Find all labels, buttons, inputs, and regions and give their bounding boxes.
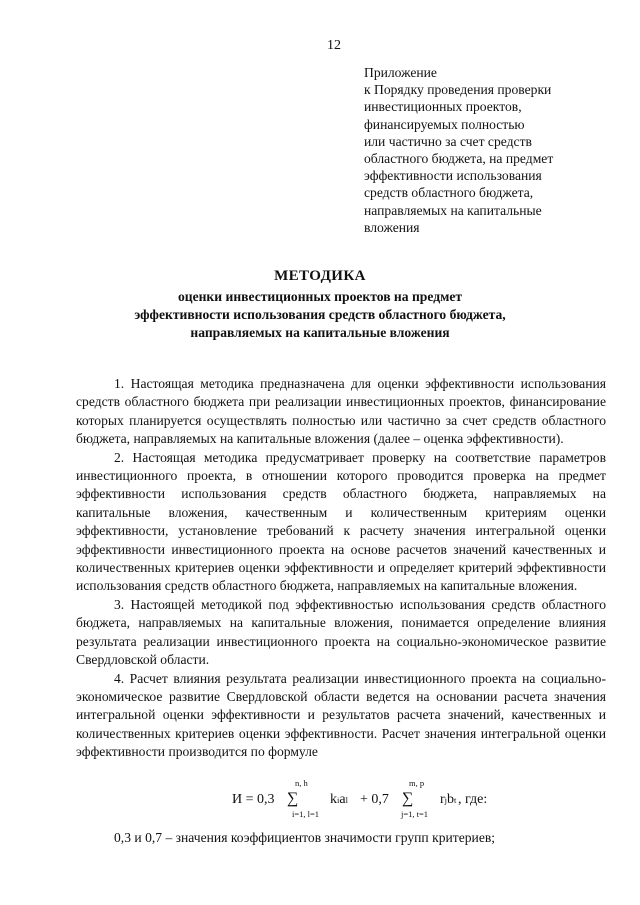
formula-term: kial bbox=[330, 792, 348, 807]
appendix-line: средств областного бюджета, bbox=[364, 185, 534, 201]
formula-lhs: И = 0,3 bbox=[232, 792, 275, 807]
appendix-line: или частично за счет средств bbox=[364, 133, 532, 149]
subtitle-line: направляемых на капитальные вложения bbox=[190, 325, 450, 341]
document-body bbox=[76, 375, 606, 762]
subtitle-line: эффективности использования средств областного бюджета, bbox=[134, 307, 506, 323]
document-subtitle bbox=[0, 288, 640, 343]
appendix-line: эффективности использования bbox=[364, 168, 542, 184]
formula-tail: , где: bbox=[458, 792, 488, 807]
coefficients-line: 0,3 и 0,7 – значения коэффициентов значимости групп критериев; bbox=[114, 830, 496, 845]
appendix-line: финансируемых полностью bbox=[364, 116, 525, 132]
appendix-line: Приложение bbox=[364, 65, 437, 80]
sigma-symbol: ∑ bbox=[402, 790, 414, 807]
paragraph-4: 4. Расчет влияния результата реализации инвестиционного проекта на социально-экономическое развитие Свердловской области ведется на основании расчета значения интегральной оценки эффективности и результатов расчета значений, качественных и количественных критериев оценки эффективности. Расчет значения интегральной оценки эффективности производится по формуле bbox=[76, 670, 606, 760]
appendix-block bbox=[364, 64, 614, 236]
formula bbox=[232, 778, 532, 824]
sum-upper-limit: n, h bbox=[295, 778, 308, 788]
page-number: 12 bbox=[327, 38, 341, 53]
subtitle-line: оценки инвестиционных проектов на предмет bbox=[177, 289, 463, 304]
formula-term: rjbt bbox=[440, 792, 457, 807]
sum-lower-limit: i=1, l=1 bbox=[292, 809, 320, 819]
paragraph-3: 3. Настоящей методикой под эффективностью использования средств областного бюджета, направляемых на капитальные вложения, понимается определение влияния результата реализации инвестиционного проекта на социально-экономическое развитие Свердловской области. bbox=[76, 596, 606, 668]
appendix-line: направляемых на капитальные bbox=[364, 202, 542, 218]
sum-upper-limit: m, p bbox=[409, 778, 425, 788]
appendix-line: к Порядку проведения проверки bbox=[364, 82, 552, 98]
document-title: МЕТОДИКА bbox=[274, 268, 366, 284]
paragraph-2: 2. Настоящая методика предусматривает проверку на соответствие параметров инвестиционного проекта, в отношении которого проводится проверка на предмет эффективности использования средств областного бюджета, направляемых на капитальные вложения, качественным и количественным критериям оценки эффективности, установление требований к расчету значения интегральной оценки эффективности инвестиционного проекта на основе расчетов значений качественных и количественных критериев оценки эффективности и определяет критерий эффективности использования средств областного бюджета, направляемых на капитальные вложения. bbox=[76, 449, 606, 594]
paragraph-1: 1. Настоящая методика предназначена для оценки эффективности использования средств областного бюджета при реализации инвестиционных проектов, финансирование которых планируется осуществлять полностью или частично за счет средств областного бюджета, направляемых на капитальные вложения (далее – оценка эффективности). bbox=[76, 376, 606, 447]
appendix-line: областного бюджета, на предмет bbox=[364, 151, 554, 167]
appendix-line: инвестиционных проектов, bbox=[364, 99, 522, 115]
formula-plus: + 0,7 bbox=[360, 792, 389, 807]
sum-lower-limit: j=1, t=1 bbox=[401, 809, 429, 819]
appendix-line: вложения bbox=[364, 219, 420, 235]
sigma-symbol: ∑ bbox=[287, 790, 299, 807]
